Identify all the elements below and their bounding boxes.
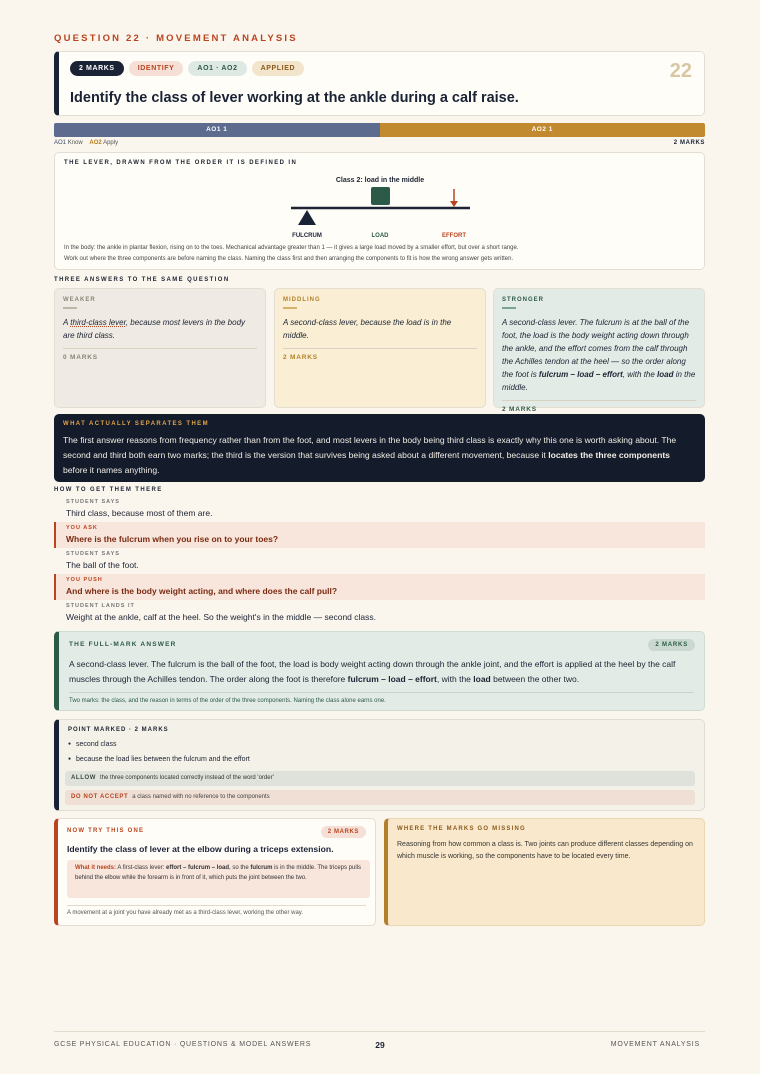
ao-chip: AO1 · AO2 — [188, 61, 246, 76]
type-chip: APPLIED — [252, 61, 305, 76]
middling-rule — [283, 307, 297, 309]
marks-missing-text: Reasoning from how common a class is. Two joints can produce different classes depending on which muscle is working, so the components have to be located every time. — [397, 841, 693, 860]
flagged-phrase: third-class lever — [70, 318, 126, 327]
stronger-answer-card — [493, 288, 705, 413]
full-mark-label: THE FULL-MARK ANSWER — [69, 641, 177, 648]
question-chips — [70, 61, 304, 76]
answers-heading: THREE ANSWERS TO THE SAME QUESTION — [54, 277, 230, 283]
allow-row: ALLOW the three components located correctly instead of the word 'order' — [65, 771, 695, 786]
command-word-chip: IDENTIFY — [129, 61, 184, 76]
middling-text: A second-class lever, because the load is in the middle. — [283, 318, 452, 340]
marks-missing-card — [384, 818, 705, 926]
weaker-answer-card — [54, 288, 266, 408]
ao-split-bar — [54, 123, 705, 137]
separates-text: The first answer reasons from frequency rather than from the foot, and most levers in the body being third class is exactly why this one is worth asking about. The second and third both earn two marks; the third is the version that survives being asked about a different movement, because it locates the three components before it names anything. — [63, 435, 677, 475]
dialogue-step — [54, 522, 705, 548]
full-mark-text: A second-class lever. The fulcrum is the ball of the foot, the load is body weight acting down through the ankle joint, and the effort is applied at the heel by the calf muscles through the Achilles tendon. The order along the foot is therefore fulcrum – load – effort, with the load between the other two. — [69, 659, 676, 684]
lever-method-note: Work out where the three components are before naming the class. Naming the class first and then arranging the components to fit is how the wrong answer gets written. — [64, 256, 514, 262]
utterance: The ball of the foot. — [66, 560, 139, 570]
full-mark-note: Two marks: the class, and the reason in terms of the order of the three components. Naming the class alone earns one. — [69, 698, 386, 704]
practice-marks-badge: 2 MARKS — [321, 826, 366, 838]
full-mark-answer — [54, 631, 705, 711]
ao2-meaning: Apply — [103, 140, 119, 146]
practice-hint: What it needs: A first-class lever: effort – fulcrum – load, so the fulcrum is in the middle. The triceps pulls behind the elbow while the forearm is in front of it, which puts the joint between the two. — [67, 860, 370, 898]
utterance: Third class, because most of them are. — [66, 508, 213, 518]
page-number: 29 — [375, 1040, 385, 1050]
speaker-label: YOU PUSH — [66, 577, 103, 583]
lever-diagram — [55, 153, 706, 243]
stronger-label: STRONGER — [502, 297, 545, 303]
ao1-key: AO1 — [54, 140, 67, 146]
fulcrum-label: FULCRUM — [292, 233, 322, 239]
full-mark-badge: 2 MARKS — [648, 639, 695, 651]
middling-marks: 2 MARKS — [283, 354, 318, 361]
practice-footnote: A movement at a joint you have already met as a third-class lever, working the other way. — [67, 910, 304, 916]
lever-heading: THE LEVER, DRAWN FROM THE ORDER IT IS DEFINED IN — [64, 160, 298, 166]
question-card — [54, 51, 705, 116]
fulcrum-triangle — [298, 210, 316, 225]
load-label: LOAD — [371, 233, 389, 239]
ao2-segment: AO2 1 — [380, 123, 706, 137]
speaker-label: STUDENT SAYS — [66, 499, 120, 505]
middling-label: MIDDLING — [283, 297, 321, 303]
separates-label: WHAT ACTUALLY SEPARATES THEM — [63, 421, 209, 427]
do-not-accept-row: DO NOT ACCEPT a class named with no reference to the components — [65, 790, 695, 805]
mark-scheme-box — [54, 719, 705, 811]
weaker-marks: 0 MARKS — [63, 354, 98, 361]
mark-point: ● because the load lies between the fulcrum and the effort — [68, 756, 250, 763]
middling-answer-card — [274, 288, 486, 408]
ao1-meaning: Know — [67, 140, 83, 146]
speaker-label: YOU ASK — [66, 525, 98, 531]
question-text: Identify the class of lever working at the ankle during a calf raise. — [70, 90, 519, 106]
speaker-label: STUDENT SAYS — [66, 551, 120, 557]
mark-point: ● second class — [68, 741, 117, 748]
ao2-key: AO2 — [89, 140, 102, 146]
speaker-label: STUDENT LANDS IT — [66, 603, 135, 609]
utterance: And where is the body weight acting, and where does the calf pull? — [66, 586, 338, 596]
total-marks: 2 MARKS — [673, 140, 705, 146]
footer-book-title: GCSE PHYSICAL EDUCATION · QUESTIONS & MODEL ANSWERS — [54, 1041, 312, 1048]
footer-divider — [54, 1031, 705, 1032]
dialogue-step — [54, 496, 705, 521]
section-kicker: QUESTION 22 · MOVEMENT ANALYSIS — [54, 33, 298, 44]
load-block — [371, 187, 390, 205]
marks-chip: 2 MARKS — [70, 61, 124, 76]
dialogue-step — [54, 600, 705, 626]
diagram-title: Class 2: load in the middle — [335, 177, 425, 184]
ao-legend — [54, 140, 118, 146]
ao1-segment: AO1 1 — [54, 123, 380, 137]
footer-section: MOVEMENT ANALYSIS — [610, 1041, 700, 1048]
mark-scheme-label: POINT MARKED · 2 MARKS — [68, 727, 169, 733]
lever-diagram-card — [54, 152, 705, 270]
dialogue-step — [54, 574, 705, 600]
weaker-text: A third-class lever, because most levers in the body are third class. — [63, 318, 246, 340]
stronger-marks: 2 MARKS — [502, 406, 537, 413]
stronger-text: A second-class lever. The fulcrum is at the ball of the foot, the load is the body weight acting down through the ankle, and the effort comes from the calf through the Achilles tendon at the heel — so the order along the foot is fulcrum – load – effort, with the load in the middle. — [502, 318, 696, 392]
effort-arrow-head — [450, 201, 458, 207]
stronger-rule — [502, 307, 516, 309]
practice-label: NOW TRY THIS ONE — [67, 828, 145, 834]
question-number: 22 — [669, 60, 692, 82]
practice-question: Identify the class of lever at the elbow during a triceps extension. — [67, 844, 334, 854]
weaker-rule — [63, 307, 77, 309]
weaker-label: WEAKER — [63, 297, 96, 303]
lever-body-note: In the body: the ankle in plantar flexion, rising on to the toes. Mechanical advantage greater than 1 — it gives a large load moved by a smaller effort, but over a short range. — [64, 245, 519, 251]
practice-question-card — [54, 818, 376, 926]
marks-missing-label: WHERE THE MARKS GO MISSING — [397, 826, 526, 832]
effort-label: EFFORT — [442, 233, 466, 239]
utterance: Where is the fulcrum when you rise on to your toes? — [66, 534, 279, 544]
dialogue-step — [54, 548, 705, 573]
utterance: Weight at the ankle, calf at the heel. So the weight's in the middle — second class. — [66, 612, 377, 622]
howto-heading: HOW TO GET THEM THERE — [54, 487, 163, 493]
separates-callout — [54, 414, 705, 482]
